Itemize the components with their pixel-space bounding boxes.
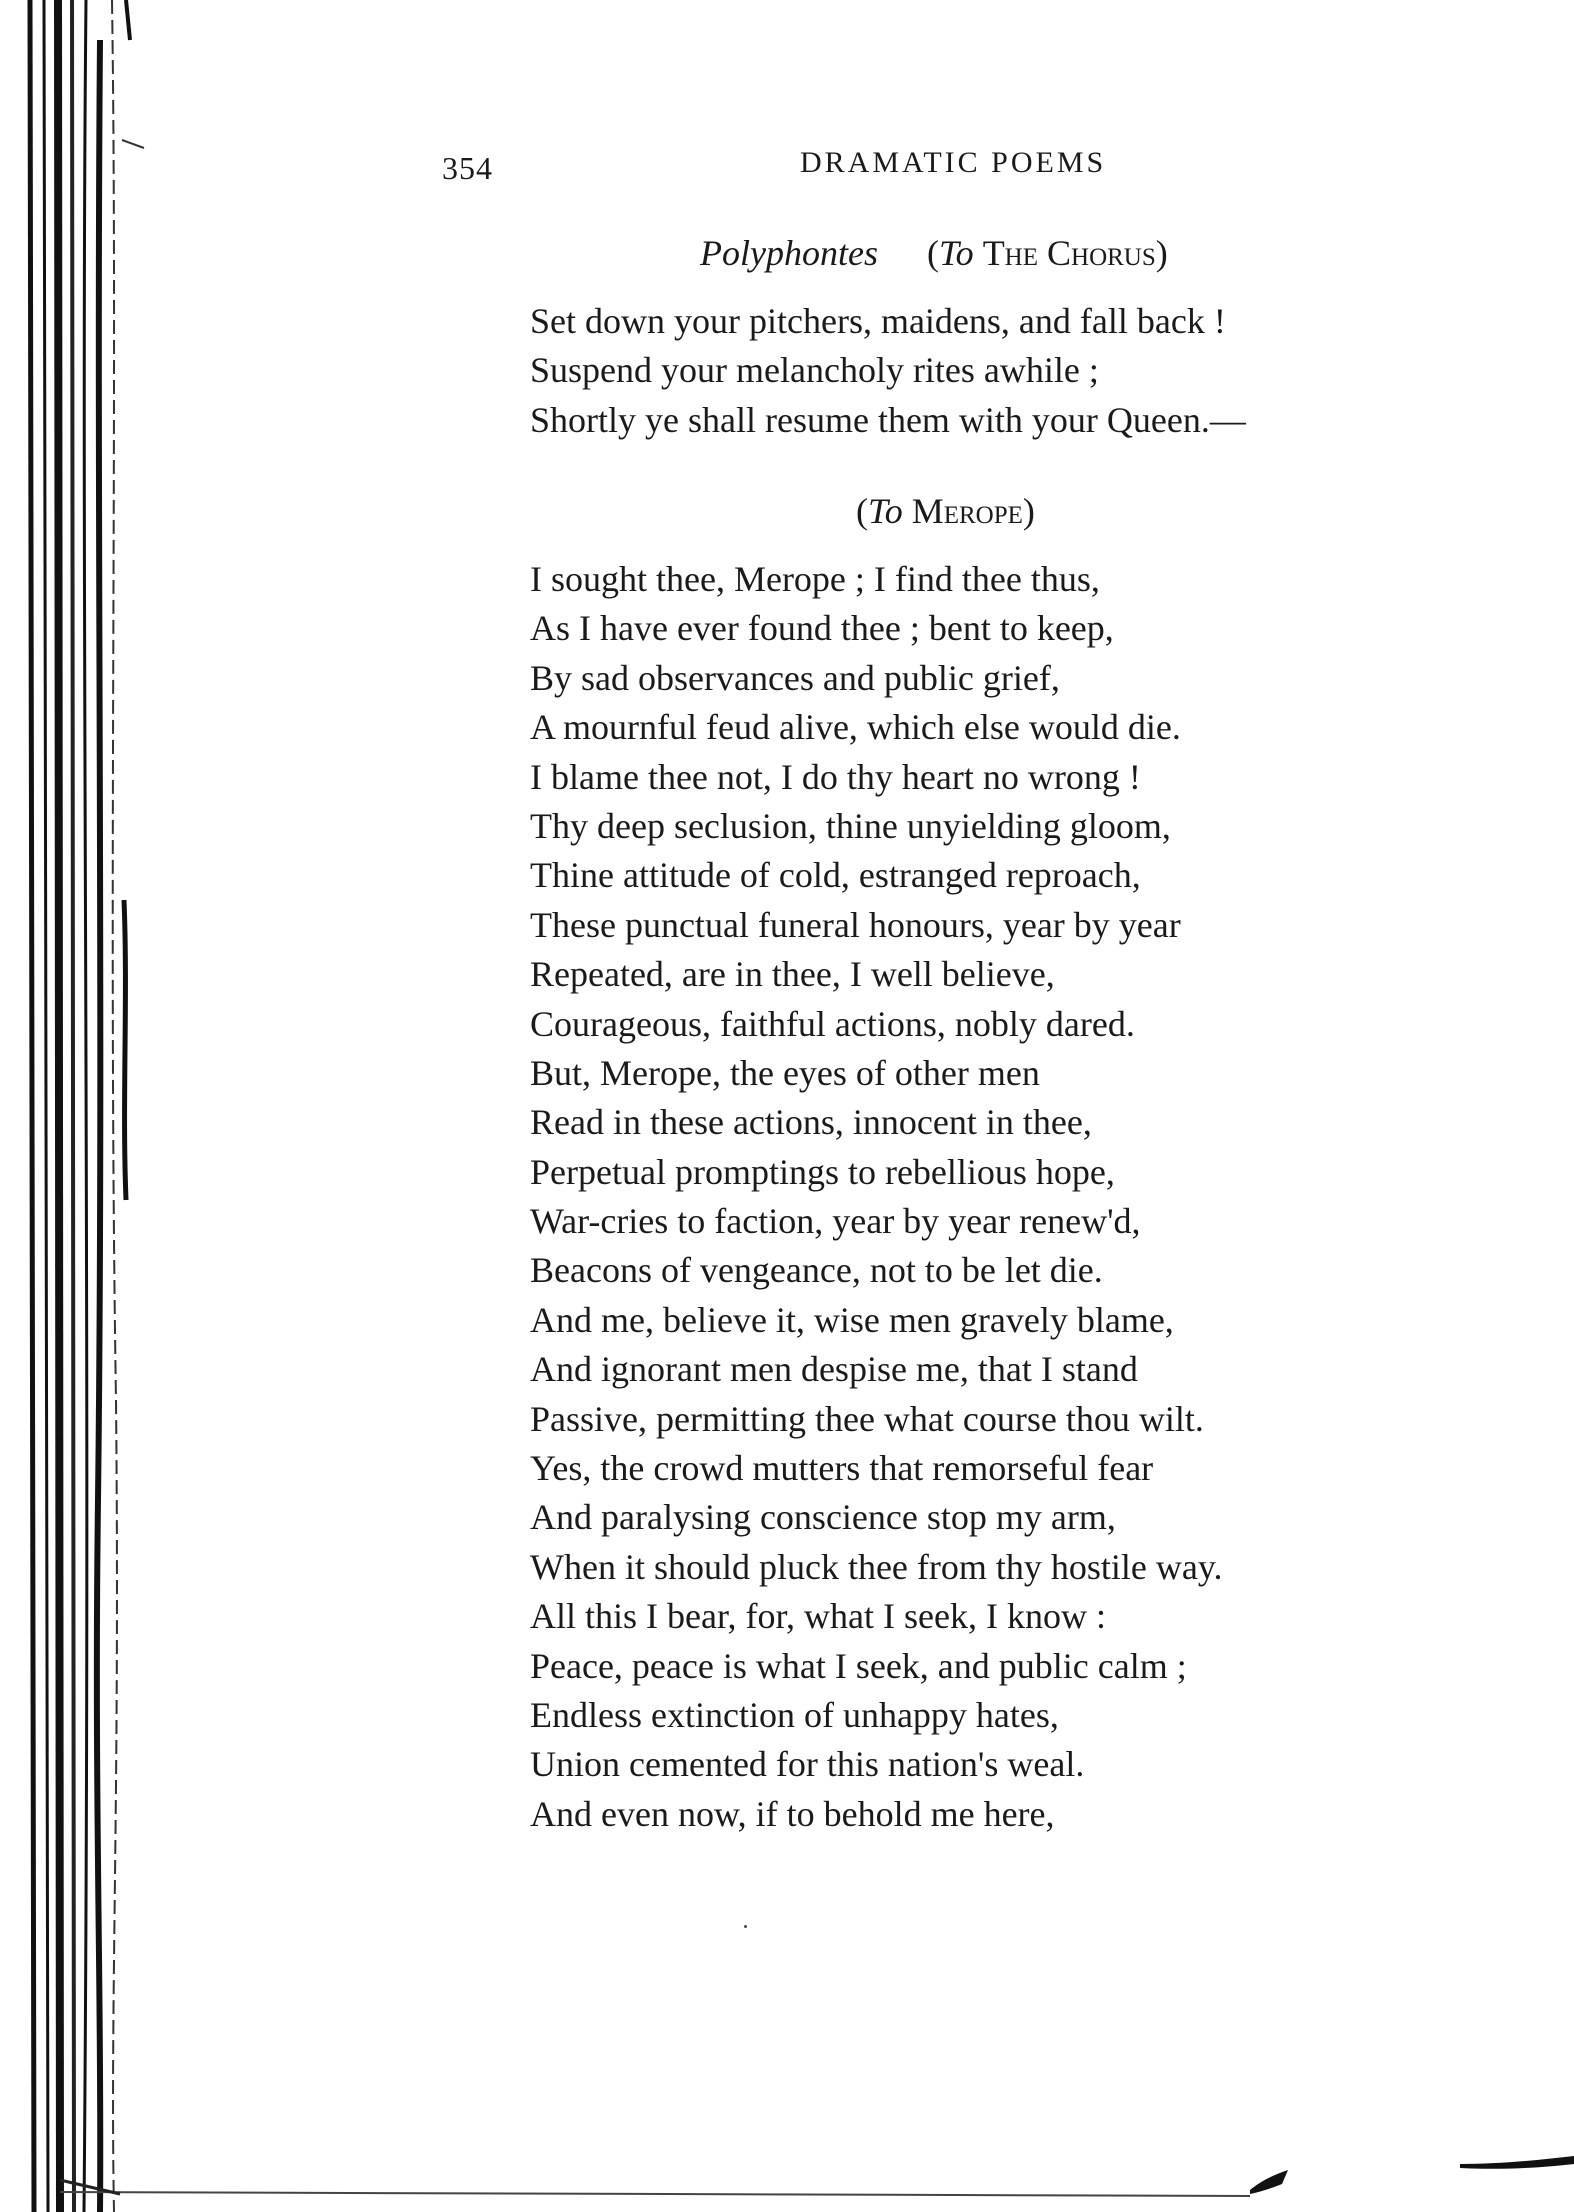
verse-block-chorus — [530, 297, 1246, 445]
verse-line: And ignorant men despise me, that I stand — [530, 1349, 1138, 1390]
verse-line: Thine attitude of cold, estranged reproach, — [530, 855, 1141, 896]
speaker-stage-direction: (To The Chorus) — [926, 233, 1168, 273]
verse-line: Read in these actions, innocent in thee, — [530, 1102, 1092, 1143]
verse-line: Repeated, are in thee, I well believe, — [530, 954, 1055, 995]
verse-line: Set down your pitchers, maidens, and fall back ! — [530, 301, 1226, 341]
verse-line: Thy deep seclusion, thine unyielding gloom, — [530, 805, 1171, 846]
page-number: 354 — [442, 150, 493, 186]
speaker-name: Polyphontes — [700, 233, 878, 273]
page-header-title: DRAMATIC POEMS — [800, 146, 1107, 179]
verse-line: I sought thee, Merope ; I find thee thus, — [530, 559, 1100, 599]
verse-line: And me, believe it, wise men gravely blame, — [530, 1299, 1174, 1340]
verse-line: Beacons of vengeance, not to be let die. — [530, 1250, 1103, 1291]
verse-line: Union cemented for this nation's weal. — [530, 1744, 1085, 1785]
verse-block-merope — [530, 555, 1223, 1839]
verse-line: And even now, if to behold me here, — [530, 1793, 1055, 1834]
verse-line: Passive, permitting thee what course thou wilt. — [530, 1398, 1204, 1439]
verse-line: Yes, the crowd mutters that remorseful fear — [530, 1448, 1154, 1489]
page-bottom-edge — [0, 2150, 1574, 2212]
verse-line: By sad observances and public grief, — [530, 657, 1060, 698]
verse-line: I blame thee not, I do thy heart no wrong ! — [530, 756, 1141, 797]
binding-edge — [0, 0, 160, 2212]
verse-line: Shortly ye shall resume them with your Queen.— — [530, 399, 1246, 440]
verse-line: As I have ever found thee ; bent to keep, — [530, 608, 1114, 649]
speaker-heading — [700, 232, 1168, 274]
verse-line: When it should pluck thee from thy hostile way. — [530, 1546, 1223, 1587]
verse-line: Suspend your melancholy rites awhile ; — [530, 350, 1099, 391]
verse-line: Peace, peace is what I seek, and public calm ; — [530, 1645, 1187, 1686]
verse-line: A mournful feud alive, which else would die. — [530, 707, 1181, 748]
stage-direction-merope: (To Merope) — [856, 491, 1035, 531]
verse-line: Perpetual promptings to rebellious hope, — [530, 1151, 1115, 1192]
verse-line: All this I bear, for, what I seek, I know : — [530, 1596, 1106, 1637]
verse-line: These punctual funeral honours, year by year — [530, 904, 1181, 945]
verse-line: Courageous, faithful actions, nobly dared. — [530, 1003, 1135, 1044]
verse-line: Endless extinction of unhappy hates, — [530, 1694, 1059, 1735]
stray-ink-dot — [744, 1925, 747, 1928]
verse-line: But, Merope, the eyes of other men — [530, 1052, 1040, 1093]
verse-line: And paralysing conscience stop my arm, — [530, 1497, 1116, 1538]
verse-line: War-cries to faction, year by year renew'd, — [530, 1201, 1141, 1242]
running-head — [0, 140, 1574, 190]
